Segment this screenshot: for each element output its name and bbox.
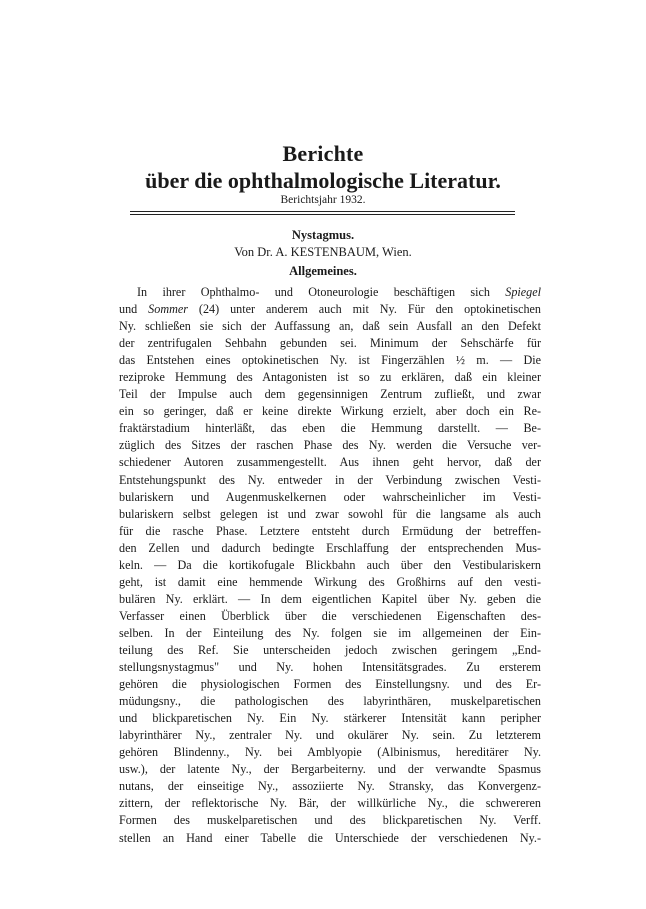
author-byline: Von Dr. A. KESTENBAUM, Wien. — [234, 245, 412, 259]
body-line: reziproke Hemmung des Antagonisten ist so zu erklären, daß ein kleiner — [119, 370, 541, 385]
body-line: ein so geringer, daß er keine direkte Wirkung erzielt, aber doch ein Re- — [119, 404, 541, 419]
body-line: geht, ist damit eine hemmende Wirkung des Großhirns auf den vesti- — [119, 574, 541, 589]
body-line: Verfasser einen Überblick über die verschiedenen Eigenschaften des- — [119, 608, 541, 623]
body-line: labyrinthärer Ny., zentraler Ny. und okulärer Ny. sein. Zu letzterem — [119, 728, 541, 743]
body-line: selben. In der Einteilung des Ny. folgen sie im allgemeinen der Ein- — [119, 625, 541, 640]
body-line: zittern, der reflektorische Ny. Bär, der willkürliche Ny., die schwereren — [119, 796, 541, 811]
body-line: gehören die physiologischen Formen des Einstellungsny. und des Er- — [119, 677, 541, 692]
body-line: In ihrer Ophthalmo- und Otoneurologie beschäftigen sich Spiegel — [137, 285, 541, 299]
body-line: stellungsnystagmus" und Ny. hohen Intensitätsgrades. Zu ersterem — [119, 660, 541, 675]
body-line: müdungsny., die pathologischen des labyrinthären, muskelparetischen — [119, 694, 541, 709]
author-name: Spiegel — [505, 285, 541, 299]
body-line: für die rasche Phase. Letztere entsteht durch Ermüdung der betreffen- — [119, 523, 541, 538]
body-line: gehören Blindenny., Ny. bei Amblyopie (Albinismus, hereditärer Ny. — [119, 745, 541, 760]
report-year: Berichtsjahr 1932. — [280, 194, 366, 206]
report-title: Berichte — [282, 141, 364, 166]
body-line: fraktärstadium hinterläßt, das eben die Hemmung darstellt. — Be- — [119, 421, 541, 436]
body-line: bulariskern und Augenmuskelkernen oder wahrscheinlicher im Vesti- — [119, 489, 541, 504]
body-line: usw.), der latente Ny., der Bergarbeiterny. und der verwandte Spasmus — [119, 762, 541, 777]
body-line: schiedener Autoren zusammengestellt. Aus ihnen geht hervor, daß der — [119, 455, 541, 470]
report-subtitle: über die ophthalmologische Literatur. — [145, 168, 501, 193]
body-line: Ny. schließen sie sich der Auffassung an, daß sein Ausfall an den Defekt — [119, 319, 541, 334]
body-line: züglich des Sitzes der raschen Phase des Ny. werden die Versuche ver- — [119, 438, 541, 453]
divider-rule-top — [130, 211, 515, 212]
section-title: Nystagmus. — [291, 228, 355, 242]
body-line: das Entstehen eines optokinetischen Ny. ist Fingerzählen ½ m. — Die — [119, 353, 541, 368]
body-line: nutans, der einseitige Ny., assoziierte Ny. Stransky, das Konvergenz- — [119, 779, 541, 794]
body-line: der zentrifugalen Sehbahn gebunden sei. Minimum der Sehschärfe für — [119, 336, 541, 351]
body-line: keln. — Da die kortikofugale Blickbahn auch über den Vestibulariskern — [119, 557, 541, 572]
body-line: stellen an Hand einer Tabelle die Unterschiede der verschiedenen Ny.- — [119, 830, 541, 845]
body-line: und blickparetischen Ny. Ein Ny. stärkerer Intensität kann peripher — [119, 711, 541, 726]
body-line: bulariskern selbst gelegen ist und zwar sowohl für die langsame als auch — [119, 506, 541, 521]
body-line: Entstehungspunkt des Ny. entweder in der Verbindung zwischen Vesti- — [119, 472, 541, 487]
body-paragraph — [119, 284, 541, 847]
body-line: und Sommer (24) unter anderem auch mit Ny. Für den optokinetischen — [119, 302, 541, 317]
author-name: Sommer — [148, 302, 188, 317]
subsection-heading: Allgemeines. — [289, 264, 357, 278]
body-line: Teil der Impulse auch dem gegensinnigen Zentrum zufließt, und zwar — [119, 387, 541, 402]
divider-rule-bottom — [130, 214, 515, 215]
body-line: den Zellen und dadurch bedingte Erschlaffung der entsprechenden Mus- — [119, 540, 541, 555]
body-line: teilung des Ref. Sie unterscheiden jedoch zwischen geringem „End- — [119, 642, 541, 657]
body-line: bulären Ny. erklärt. — In dem eigentlichen Kapitel über Ny. geben die — [119, 591, 541, 606]
body-line: Formen des muskelparetischen und des blickparetischen Ny. Verff. — [119, 813, 541, 828]
